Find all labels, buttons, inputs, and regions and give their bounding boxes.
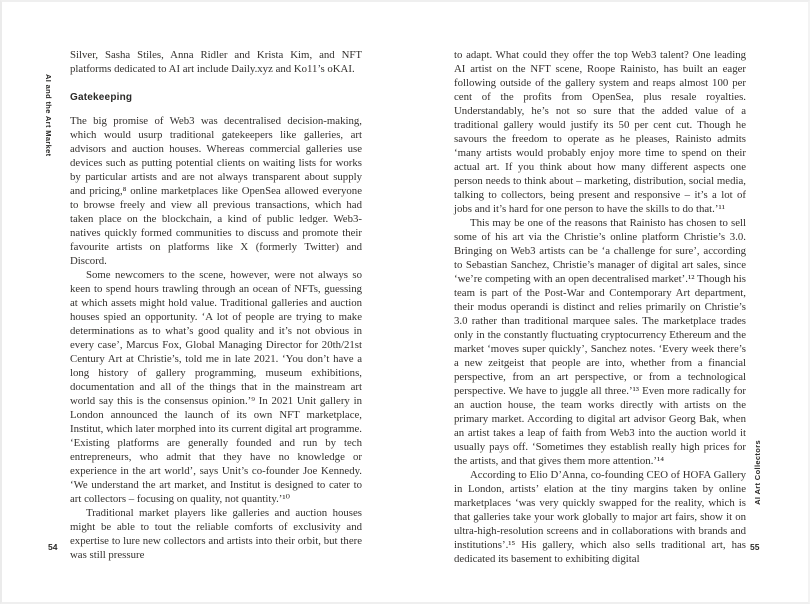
body-paragraph: The big promise of Web3 was decentralised decision-making, which would usurp traditional gatekeepers like galleries, art advisors and auction houses. Whereas commercial galleries use devices such as putting potential clients on waiting lists for works by particular artists and are not always transparent about supply and pricing,⁸ online marketplaces like OpenSea allowed everyone to browse freely and view all previous transactions, which had taken place on the blockchain, a kind of public ledger. Web3-natives quickly formed communities to discuss and promote their favourite artists on platforms like X (formerly Twitter) and Discord. <box>70 115 362 267</box>
section-heading: Gatekeeping <box>70 92 133 103</box>
body-paragraph: to adapt. What could they offer the top Web3 talent? One leading AI artist on the NFT scene, Roope Rainisto, has built an eager following outside of the gallery system and reaps almost 100 per cent of the profits from OpenSea, plus resale royalties. Understandably, he’s not so sure that the added value of a traditional gallery would justify its 50 per cent cut. Though he savours the freedom to operate as he pleases, Rainisto admits ‘many artists would probably enjoy more time to spend on their actual art. If you think about how many different aspects one person needs to think about – marketing, distribution, social media, talking to collectors, being present and responsive – it’s a lot of jobs and it’s hard for one person to have the skills to do that.’¹¹ <box>454 49 746 215</box>
left-text-column <box>70 48 362 562</box>
body-paragraph: According to Elio D’Anna, co-founding CEO of HOFA Gallery in London, artists’ elation at the tiny margins taken by online marketplaces ‘was very quickly swapped for the reality, which is that galleries take your work globally to major art fairs, show it on ultra-high-resolution screens and in collaborations with brands and institutions’.¹⁵ His gallery, which also sells traditional art, has dedicated its basement to exhibiting digital <box>454 469 746 565</box>
left-margin-running-head: AI and the Art Market <box>44 74 53 157</box>
right-margin-running-head: AI Art Collectors <box>753 440 762 505</box>
right-text-column <box>454 48 746 566</box>
body-paragraph: This may be one of the reasons that Rainisto has chosen to sell some of his art via the Christie’s online platform Christie’s 3.0. Bringing on Web3 artists can be ‘a challenge for sure’, according to Sebastian Sanchez, Christie’s manager of digital art sales, since ‘we’re competing with an open decentralised market’.¹² Though his team is part of the Post-War and Contemporary Art department, their modus operandi is distinct and relies primarily on Christie’s 3.0 rather than traditional marquee sales. The marketplace trades only in the constantly fluctuating cryptocurrency Ethereum and the market ‘moves super quickly’, Sanchez notes. ‘Every week there’s a new zeitgeist that people are into, whether from a financial perspective, from an art perspective, or from a technological perspective. We have to juggle all three.’¹³ Even more radically for an auction house, the team works directly with artists on the primary market. According to digital art advisor Georg Bak, when an artist takes a leap of faith from Web3 into the auction world it usually pays off. ‘Sometimes they establish really high prices for the artists, and that gives them more attention.’¹⁴ <box>454 217 746 467</box>
body-paragraph: Some newcomers to the scene, however, were not always so keen to spend hours trawling through an ocean of NFTs, guessing at which assets might hold value. Traditional galleries and auction houses spied an opportunity. ‘A lot of people are trying to make determinations as to what’s good quality and it’s not obvious in every case’, Marcus Fox, Global Managing Director for 20th/21st Century Art at Christie’s, told me in late 2021. ‘You don’t have a long history of gallery programming, museum exhibitions, documentation and all of the things that in the mainstream art world say this is the consensus opinion.’⁹ In 2021 Unit gallery in London announced the launch of its own NFT marketplace, Institut, which later morphed into its current digital art programme. ‘Existing platforms are generally founded and run by tech entrepreneurs, who admit that they have no knowledge or experience in the art world’, says Unit’s co-founder Joe Kennedy. ‘We understand the art market, and Institut is designed to cater to art collectors – focusing on quality, not quantity.’¹⁰ <box>70 269 362 505</box>
right-page-number: 55 <box>750 542 760 552</box>
body-paragraph: Silver, Sasha Stiles, Anna Ridler and Krista Kim, and NFT platforms dedicated to AI art include Daily.xyz and Ko11’s oKAI. <box>70 49 362 75</box>
left-page-number: 54 <box>48 542 58 552</box>
body-paragraph: Traditional market players like galleries and auction houses might be able to tout the reliable comforts of exclusivity and expertise to lure new collectors and artists into their orbit, but there was still pressure <box>70 507 362 561</box>
